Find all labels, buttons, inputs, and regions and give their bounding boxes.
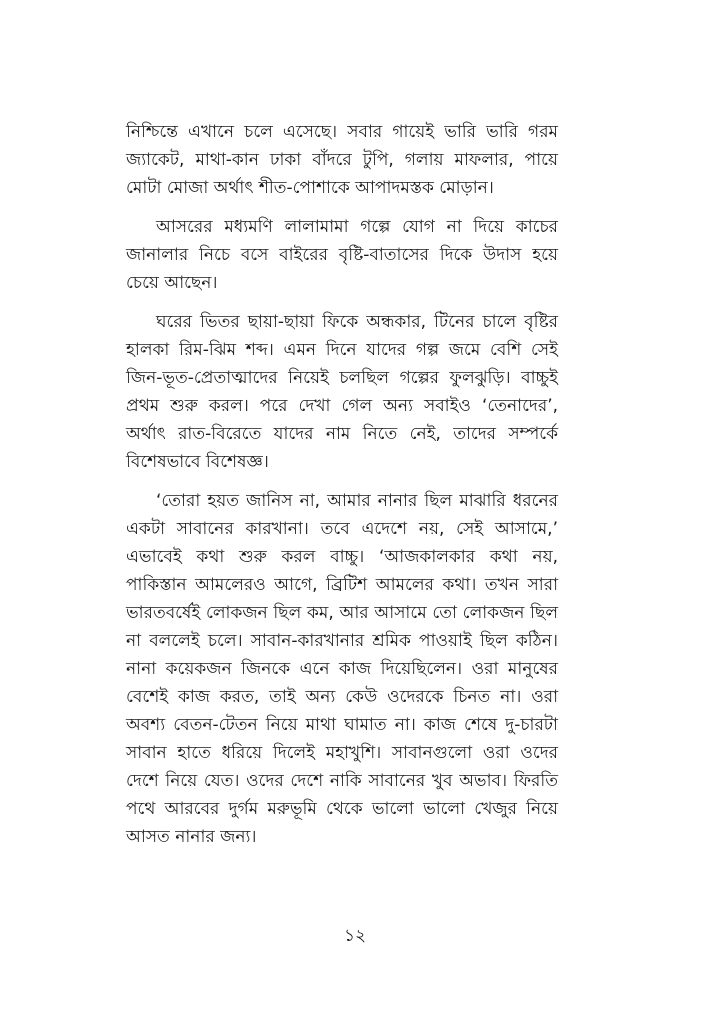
paragraph-lalamama: আসরের মধ্যমণি লালামামা গল্পে যোগ না দিয়ে কাচের জানালার নিচে বসে বাইরের বৃষ্টি-বাতাসের দিকে উদাস হয়ে চেয়ে আছেন। [126, 217, 558, 293]
paragraph-soap-factory: ‘তোরা হয়ত জানিস না, আমার নানার ছিল মাঝারি ধরনের একটা সাবানের কারখানা। তবে এদেশে নয়, সেই আসামে,’ এভাবেই কথা শুরু করল বাচ্চু। ‘আজকালকার কথা নয়, পাকিস্তান আমলেরও আগে, ব্রিটিশ আমলের কথা। তখন সারা ভারতবর্ষেই লোকজন ছিল কম, আর আসামে তো লোকজন ছিল না বললেই চলে। সাবান-কারখানার শ্রমিক পাওয়াই ছিল কঠিন। নানা কয়েকজন জিনকে এনে কাজ দিয়েছিলেন। ওরা মানুষের বেশেই কাজ করত, তাই অন্য কেউ ওদেরকে চিনত না। ওরা অবশ্য বেতন-টেতন নিয়ে মাথা ঘামাত না। কাজ শেষে দু-চারটা সাবান হাতে ধরিয়ে দিলেই মহাখুশি। সাবানগুলো ওরা ওদের দেশে নিয়ে যেত। ওদের দেশে নাকি সাবানের খুব অভাব। ফিরতি পথে আরবের দুর্গম মরুভূমি থেকে ভালো ভালো খেজুর নিয়ে আসত নানার জন্য। [126, 491, 558, 847]
body-text [126, 118, 558, 851]
page-number: ১২ [343, 926, 367, 946]
paragraph-dark-room: ঘরের ভিতর ছায়া-ছায়া ফিকে অন্ধকার, টিনের চালে বৃষ্টির হালকা রিম-ঝিম শব্দ। এমন দিনে যাদের গল্প জমে বেশি সেই জিন-ভূত-প্রেতাত্মাদের নিয়েই চলছিল গল্পের ফুলঝুড়ি। বাচ্চুই প্রথম শুরু করল। পরে দেখা গেল অন্য সবাইও ‘তেনাদের’, অর্থাৎ রাত-বিরেতে যাদের নাম নিতে নেই, তাদের সম্পর্কে বিশেষভাবে বিশেষজ্ঞ। [126, 312, 558, 472]
paragraph-continuation: নিশ্চিন্তে এখানে চলে এসেছে। সবার গায়েই ভারি ভারি গরম জ্যাকেট, মাথা-কান ঢাকা বাঁদরে টুপি, গলায় মাফলার, পায়ে মোটা মোজা অর্থাৎ শীত-পোশাকে আপাদমস্তক মোড়ান। [126, 122, 558, 198]
